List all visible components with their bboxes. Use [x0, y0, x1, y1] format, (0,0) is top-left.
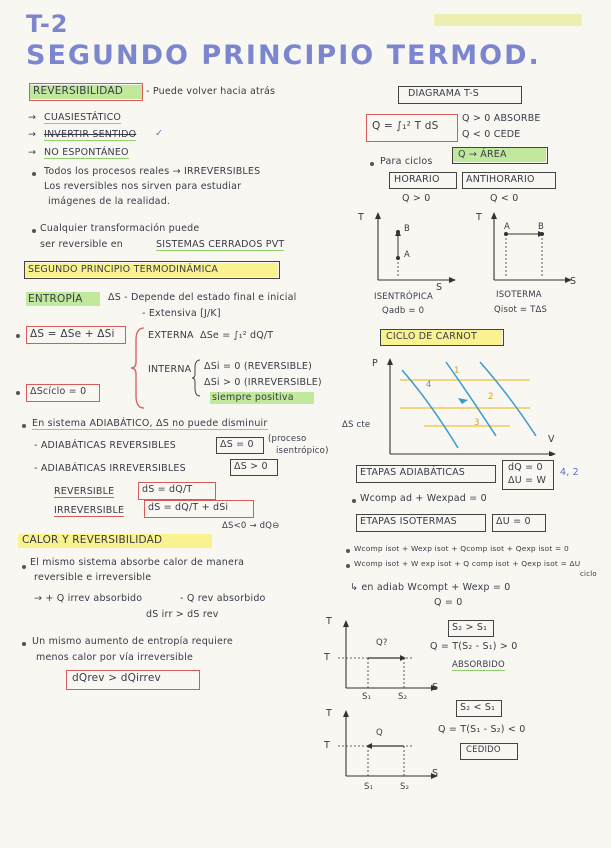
- g2-title: ISOTERMA: [496, 290, 542, 300]
- entropia-label: ENTROPÍA: [28, 293, 83, 305]
- externa-eq: ΔSe = ∫₁² dQ/T: [200, 330, 274, 341]
- ex2-cond: S₂ < S₁: [460, 702, 496, 713]
- adiab-rev-note2: isentrópico): [276, 446, 329, 456]
- q-area: Q → ÁREA: [458, 149, 507, 160]
- heading-carnot: CICLO DE CARNOT: [386, 331, 477, 342]
- entropia-desc2: - Extensiva [J/K]: [142, 308, 221, 319]
- g2-pt-a: A: [504, 222, 511, 232]
- calor-l6: menos calor por vía irreversible: [36, 652, 193, 663]
- heading-segundo: SEGUNDO PRINCIPIO TERMODINÁMICA: [28, 264, 219, 275]
- note2-line2b: SISTEMAS CERRADOS PVT: [156, 239, 285, 250]
- g1-axis-s: S: [436, 282, 443, 293]
- ex2-res: CEDIDO: [466, 745, 501, 755]
- heading-calor: CALOR Y REVERSIBILIDAD: [22, 534, 163, 546]
- ex2-q: Q: [376, 728, 383, 738]
- arrow-icon: →: [28, 112, 37, 123]
- g1-pt-a: A: [404, 250, 411, 260]
- calor-l1: El mismo sistema absorbe calor de manera: [30, 557, 245, 568]
- rev-label: REVERSIBLE: [54, 486, 115, 497]
- adiab-irr-label: - ADIABÁTICAS IRREVERSIBLES: [34, 463, 186, 474]
- eq-total: ΔS = ΔSe + ΔSi: [30, 328, 115, 340]
- interna-label: INTERNA: [148, 364, 192, 375]
- calor-l5: Un mismo aumento de entropía requiere: [32, 636, 233, 647]
- adiab-irr-eq: ΔS > 0: [234, 461, 268, 472]
- ex1-res: ABSORBIDO: [452, 660, 505, 670]
- isot-eq: ΔU = 0: [496, 516, 531, 527]
- graph-isotherm: [484, 210, 576, 288]
- g2-axis-s: S: [570, 276, 577, 287]
- adiabatico-note: En sistema ADIABÁTICO, ΔS no puede disminuir: [32, 418, 268, 429]
- irr-eq: dS = dQ/T + dSi: [148, 502, 229, 513]
- neg-note: ΔS<0 → dQ⊖: [222, 521, 280, 531]
- carnot-n3: 3: [474, 418, 480, 428]
- g2-pt-b: B: [538, 222, 545, 232]
- note1-line1: Todos los procesos reales → IRREVERSIBLES: [44, 166, 261, 177]
- isot-label: ETAPAS ISOTERMAS: [360, 516, 457, 527]
- note2-line2a: ser reversible en: [40, 239, 124, 250]
- item-no-espontaneo: NO ESPONTÁNEO: [44, 147, 129, 158]
- ciclos-label: Para ciclos: [380, 156, 433, 167]
- interna-eq3: siempre positiva: [212, 392, 294, 403]
- adiab-label: ETAPAS ADIABÁTICAS: [360, 467, 465, 478]
- ex1-axis-t: T: [324, 652, 331, 663]
- ex1-eq: Q = T(S₂ - S₁) > 0: [430, 641, 518, 652]
- adiab-rev-label: - ADIABÁTICAS REVERSIBLES: [34, 440, 177, 451]
- bullet-icon: [32, 229, 36, 233]
- calor-l3b: - Q rev absorbido: [180, 593, 266, 604]
- carnot-axis-p: P: [372, 358, 378, 369]
- ex2-axis-t: T: [324, 740, 331, 751]
- horario-label: HORARIO: [394, 174, 440, 185]
- adiab-eq2: ΔU = W: [508, 475, 547, 486]
- w-eq: Wcomp ad + Wexpad = 0: [360, 493, 487, 504]
- item-cuasiestatico: CUASIESTÁTICO: [44, 112, 122, 123]
- ex1-axis-s: S: [432, 682, 439, 693]
- heading-reversibilidad: REVERSIBILIDAD: [33, 85, 124, 97]
- ex2-eq: Q = T(S₁ - S₂) < 0: [438, 724, 526, 735]
- unit-label: T-2: [26, 10, 69, 38]
- graph-ts-example2: [334, 710, 444, 786]
- q-lt0: Q < 0: [490, 193, 519, 204]
- note1-line3: imágenes de la realidad.: [48, 196, 171, 207]
- irr-label: IRREVERSIBLE: [54, 505, 125, 516]
- bullet-icon: [16, 334, 20, 338]
- ex2-axis-t-top: T: [326, 708, 333, 719]
- ex2-s1: S₁: [364, 782, 374, 792]
- adiab-eq1: dQ = 0: [508, 462, 543, 473]
- long-eq2: Wcomp isot + W exp isot + Q comp isot + Qexp isot = ΔU: [354, 559, 581, 568]
- adiab-rev-eq: ΔS = 0: [220, 439, 254, 450]
- ex1-s1: S₁: [362, 692, 372, 702]
- carnot-n4: 4: [426, 380, 432, 390]
- g1-eq: Qadb = 0: [382, 306, 425, 316]
- long-eq1: Wcomp isot + Wexp isot + Qcomp isot + Qexp isot = 0: [354, 544, 569, 553]
- bullet-icon: [370, 162, 374, 166]
- interna-eq1: ΔSi = 0 (REVERSIBLE): [204, 361, 312, 372]
- side-note: 4, 2: [560, 467, 579, 478]
- q-zero: Q = 0: [434, 597, 463, 608]
- g1-pt-b: B: [404, 224, 411, 234]
- q-pos: Q > 0 ABSORBE: [462, 113, 541, 124]
- long-eq2b: ciclo: [580, 570, 597, 578]
- externa-label: EXTERNA: [148, 330, 194, 341]
- page-title: SEGUNDO PRINCIPIO TERMOD.: [26, 40, 541, 71]
- adiab-arrow: ↳ en adiab Wcompt + Wexp = 0: [350, 582, 511, 593]
- arrow-icon: →: [28, 129, 37, 140]
- graph-ts-example1: [334, 618, 444, 694]
- bullet-icon: [22, 642, 26, 646]
- calor-l3a: → + Q irrev absorbido: [34, 593, 143, 604]
- graph-isentropic: [368, 210, 458, 288]
- bullet-icon: [346, 549, 350, 553]
- arrow-icon: →: [28, 147, 37, 158]
- ciclo-eq: ΔScíclo = 0: [30, 386, 87, 397]
- bullet-icon: [22, 565, 26, 569]
- ex1-cond: S₂ > S₁: [452, 622, 488, 633]
- q-eq: Q = ∫₁² T dS: [372, 120, 439, 132]
- carnot-axis-v: V: [548, 434, 555, 445]
- g2-eq: Qisot = TΔS: [494, 305, 548, 315]
- brace-icon: [130, 326, 150, 410]
- ex1-s2: S₂: [398, 692, 408, 702]
- rev-eq: dS = dQ/T: [142, 484, 193, 495]
- bullet-icon: [16, 391, 20, 395]
- antihorario-label: ANTIHORARIO: [466, 174, 535, 185]
- calor-l2: reversible e irreversible: [34, 572, 152, 583]
- ex2-axis-s: S: [432, 768, 439, 779]
- reversibilidad-desc: - Puede volver hacia atrás: [146, 86, 276, 97]
- q-neg: Q < 0 CEDE: [462, 129, 521, 140]
- bullet-icon: [352, 499, 356, 503]
- g1-title: ISENTRÓPICA: [374, 292, 434, 302]
- brace-small-icon: [192, 358, 202, 398]
- bullet-icon: [346, 564, 350, 568]
- q-gt0: Q > 0: [402, 193, 431, 204]
- note2-line1: Cualquier transformación puede: [40, 223, 200, 234]
- note1-line2: Los reversibles nos sirven para estudiar: [44, 181, 242, 192]
- calor-eq: dQrev > dQirrev: [72, 672, 161, 684]
- ex1-axis-t-top: T: [326, 616, 333, 627]
- calor-l4: dS irr > dS rev: [146, 609, 219, 620]
- carnot-n1: 1: [454, 366, 460, 376]
- ex2-s2: S₂: [400, 782, 410, 792]
- item-invertir: INVERTIR SENTIDO: [44, 129, 137, 140]
- graph-carnot: [380, 356, 560, 456]
- g1-axis-t: T: [358, 212, 365, 223]
- g2-axis-t: T: [476, 212, 483, 223]
- bullet-icon: [22, 424, 26, 428]
- entropia-desc1: ΔS - Depende del estado final e inicial: [108, 292, 297, 303]
- carnot-n2: 2: [488, 392, 494, 402]
- checkmark-icon: ✓: [155, 128, 164, 139]
- interna-eq2: ΔSi > 0 (IRREVERSIBLE): [204, 377, 322, 388]
- bullet-icon: [32, 172, 36, 176]
- heading-diagrama: DIAGRAMA T-S: [408, 88, 480, 99]
- corner-highlight-mark: [434, 14, 582, 26]
- adiabatico-cte: ΔS cte: [342, 420, 371, 430]
- adiab-rev-note1: (proceso: [268, 434, 307, 444]
- ex1-q: Q?: [376, 638, 388, 648]
